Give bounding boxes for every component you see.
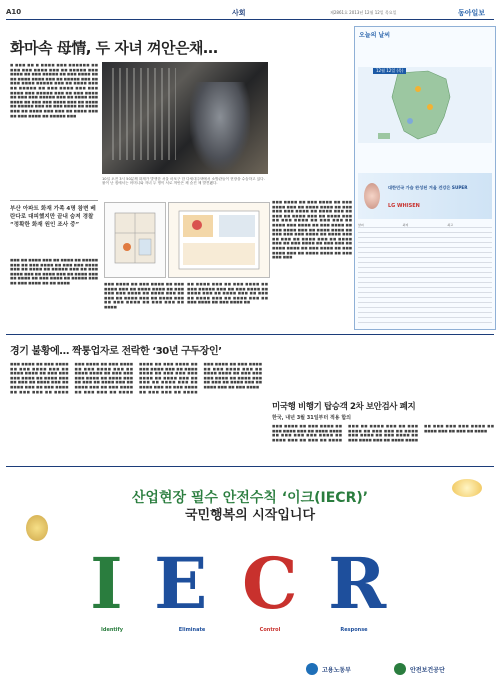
article3-headline: 경기 불황에… 짝퉁업자로 전락한 ‘30년 구두장인’ bbox=[10, 346, 222, 357]
step-eliminate: Eliminate bbox=[178, 627, 206, 633]
fire-scene-photo bbox=[102, 62, 268, 174]
apartment-diagram bbox=[104, 202, 166, 278]
sponsor-ministry: 고용노동부 bbox=[322, 667, 351, 674]
weather-table bbox=[358, 223, 492, 323]
ministry-logo-icon bbox=[306, 663, 318, 675]
iecr-advertisement[interactable] bbox=[6, 466, 494, 689]
sponsor-kosha: 안전보건공단 bbox=[410, 667, 445, 674]
firefighters bbox=[190, 82, 250, 170]
ad-subtitle: 국민행복의 시작입니다 bbox=[184, 508, 316, 523]
sub-headline: 부산 아파트 화재 가족 4명 참변 베란다로 대피했지만 끝내 숨져 경찰 “정확한 화재 원인 조사 중” bbox=[10, 206, 96, 229]
letter-c: C bbox=[242, 542, 298, 625]
col-weather: 날씨 bbox=[358, 223, 403, 228]
weather-map bbox=[358, 67, 492, 143]
main-headline: 화마속 母情, 두 자녀 껴안은채… bbox=[10, 39, 218, 57]
col-min: 최저 bbox=[403, 223, 448, 228]
letter-i: I bbox=[90, 542, 123, 625]
ad-brand: LG WHISEN bbox=[388, 203, 420, 209]
divider bbox=[10, 200, 98, 201]
step-control: Control bbox=[259, 627, 281, 633]
brand-logo: 동아일보 bbox=[458, 9, 486, 17]
article3-body: ■■■ ■■■■ ■■ ■■■ ■■■■ ■■ ■■■ ■■■■ ■■■ ■■ ■■■■ ■■■■ ■■ ■■■ ■■■ ■■■ ■■■■ ■■ ■■■■ ■■■ ■■ ■■■ ■■ ■■■■ ■■■ ■■ ■■■■ ■■■ ■■ ■■■ ■■■■ ■■ ■■■ ■■■ ■■ ■■■■ ■■■ ■■■■ ■■ ■■■ ■■■■ ■■ ■■■ ■■■■ ■■■ ■■ ■■■■ ■■■■ ■■ ■■■ ■■■ ■■■ ■■■■ ■■ ■■■■ ■■■ ■■ ■■■ ■■ ■■■■ ■■■ ■■ ■■■■ ■■■ ■■ ■■■ ■■■■ ■■ ■■■ ■■■ ■■ ■■■■ ■■■■ ■■ ■■■ ■■■■ ■■ ■■■ ■■■■ ■■■ ■■ ■■■■ ■■■■ ■■ ■■■ ■■■ ■■■ ■■■■ ■■ ■■■■ ■■■ ■■ ■■■ ■■ ■■■■ ■■■ ■■ ■■■■ ■■■ ■■ ■■■ ■■■■ ■■ ■■■ ■■■ ■■ ■■■■ ■■■ ■■■■ ■■ ■■■ ■■■■ ■■ ■■■ ■■■■ ■■■ ■■ ■■■■ ■■■■ ■■ ■■■ ■■■ ■■■ ■■■■ ■■ ■■■■ ■■■ ■■ ■■■ ■■ ■■■■ ■■■ ■■ ■■■■ ■■■ ■■ ■■■ ■■■■ bbox=[10, 362, 262, 394]
sub-body: ■■■ ■■ ■■■■ ■■■ ■■ ■■■■ ■■ ■■■■■ ■■■ ■■ ■■■ ■■■■ ■■ ■■■ ■■■ ■■■■ ■■■ ■■ ■■■■ ■■ ■■■■■ ■■■ ■■ ■■■ ■■■■ ■■■ ■■ ■■■■ ■■■ ■■ ■■■■ ■■■ ■■ ■■■■ ■■ ■■■ ■■■■ ■■ ■■■■■ ■■■ ■■ ■■■ ■■■■ ■■ ■■ ■■■■ bbox=[10, 258, 98, 285]
ad-text: 대한민국 가습 완성된 겨울 건강은 SUPER bbox=[388, 185, 468, 190]
lg-whisen-ad[interactable] bbox=[358, 173, 492, 219]
article4-subhead: 한국, 내년 3월 31일부터 적용 합의 bbox=[272, 415, 352, 421]
korea-mascot-icon bbox=[452, 479, 482, 497]
weather-date: 12월 12일 (목) bbox=[373, 68, 406, 74]
article4-body: ■■■ ■■■■ ■■ ■■■ ■■■■ ■■ ■■■ ■■■■ ■■■ ■■ ■■■■ ■■■■ ■■ ■■■ ■■■ ■■■ ■■■■ ■■ ■■■■ ■■■ ■■ ■■■ ■■ ■■■■ ■■■ ■■ ■■■■ ■■■ ■■ ■■■ ■■■■ ■■ ■■■ ■■■ ■■ ■■■■ ■■■ ■■■■ ■■ ■■■ ■■■■ ■■ ■■■ ■■■■ ■■■ ■■ ■■■■ ■■■■ ■■ ■■■ ■■■ ■■■ ■■■■ ■■ ■■■■ ■■■ ■■ ■■■ ■■ ■■■■ bbox=[272, 424, 494, 442]
header-rule bbox=[6, 19, 494, 20]
floorplan-diagram bbox=[168, 202, 270, 278]
ad-title: 산업현장 필수 안전수칙 ‘이크(IECR)’ bbox=[131, 490, 369, 506]
letter-e: E bbox=[154, 542, 208, 625]
section-name: 사회 bbox=[232, 9, 246, 17]
page-number: A10 bbox=[6, 8, 22, 16]
iron-grate bbox=[112, 68, 176, 160]
mascot-icon bbox=[26, 515, 48, 541]
issue-info: 제2861호 2013년 12월 12일 목요일 bbox=[330, 10, 397, 15]
main-body-col2: ■■■ ■■■■ ■■ ■■■ ■■■■ ■■ ■■■ ■■■■ ■■■ ■■ ■■■■ ■■■■ ■■ ■■■ ■■■ ■■■ ■■■■ ■■ ■■■■ ■■■ ■■ ■■■ ■■ ■■■■ ■■■ ■■ ■■■■ ■■■ ■■ ■■■ ■■■■ ■■ ■■■ ■■■ ■■ ■■■■ bbox=[104, 282, 184, 309]
weather-title: 오늘의 날씨 bbox=[359, 32, 391, 39]
photo-caption: 10일 오전 3시 50분께 화재가 발생한 서울 마포구 한 다세대주택에서 소방관들이 현장을 수습하고 있다. 불이 난 집에서는 어머니와 자녀 두 명이 서로 껴안은 채 숨진 채 발견됐다. bbox=[102, 177, 265, 186]
col-max: 최고 bbox=[447, 223, 492, 228]
letter-r: R bbox=[328, 542, 387, 625]
article4-headline: 미국행 비행기 탑승객 2차 보안검사 폐지 bbox=[272, 402, 416, 412]
section-rule bbox=[6, 334, 494, 335]
main-body-col1: ■ ■■■ ■■ ■ ■■■■ ■■■ ■■■■■■ ■■ ■■■ ■■■ ■■■■ ■■■ ■■ ■■■■■ ■■■ ■■■■ ■■ ■■■ ■■■■■ ■■ ■■■ ■■■■ ■■ ■■ ■■■■ ■■■■ ■■■ ■■ ■■■■■ ■■■ ■■ ■■■ ■■■■ ■■■■■ ■■■ ■■ ■■■■ ■■■ ■■ ■■■■■ ■■ ■■■ ■■■■ ■■■ ■■■ ■■■■ ■■■ ■■■■■ ■■■ ■■ ■■■ ■■■■ ■■ ■■■ ■■■ ■■■■■ ■■■ ■■ ■■■■ ■■■ ■■■■ ■■ ■■■ ■■■ ■■■■ ■■■ ■■ ■■■■ ■■ ■■■■■ ■■■ ■■ ■■■ ■■■■ ■■ ■■■■ ■■■ ■■ ■■■■ ■■■ ■■■ ■■ ■■■■ ■■■ ■■ ■■■ ■■■■ ■■ ■■■■■ ■■■ bbox=[10, 63, 98, 118]
ad-model-image bbox=[364, 183, 380, 209]
step-identify: Identify bbox=[101, 627, 123, 633]
weather-panel bbox=[354, 26, 496, 330]
main-body-col3: ■■ ■■■■ ■■■ ■■ ■■■ ■■■■ ■■ ■■■ ■■■■■ ■■■ ■■ ■■■ ■■■■ ■■ ■■■■ ■■■ ■■ ■■■■ ■■■ ■■ ■■■ ■■ ■■■■ ■■■ ■■ ■■■■ ■■■ ■■ ■■■ ■■■■ ■■ ■■■ ■■■■ ■■ bbox=[187, 282, 268, 305]
kosha-logo-icon bbox=[394, 663, 406, 675]
main-body-col4: ■■■ ■■■■ ■■ ■■■ ■■■■ ■■ ■■■ ■■■■ ■■■ ■■ ■■■■ ■■■■ ■■ ■■■ ■■■ ■■■ ■■■■ ■■ ■■■■ ■■■ ■■ ■■■ ■■ ■■■■ ■■■ ■■ ■■■■ ■■■ ■■ ■■■ ■■■■ ■■ ■■■ ■■■ ■■ ■■■■ ■■■ ■■■■ ■■ ■■■ ■■■■ ■■ ■■■ ■■■■ ■■■ ■■ ■■■■ ■■■■ ■■ ■■■ ■■■ ■■■ ■■■■ ■■ ■■■■ ■■■ ■■ ■■■ ■■ ■■■■ ■■■ ■■ ■■■■ ■■■ ■■ ■■■ ■■■■ ■■ ■■■ ■■■ ■■ ■■■■ ■■■■ ■■ ■■■ ■■■■ ■■ ■■■ ■■■■ ■■■ ■■ ■■■■ ■■■■ ■■ ■■■ ■■■ ■■■ bbox=[272, 200, 352, 260]
step-response: Response bbox=[340, 627, 368, 633]
